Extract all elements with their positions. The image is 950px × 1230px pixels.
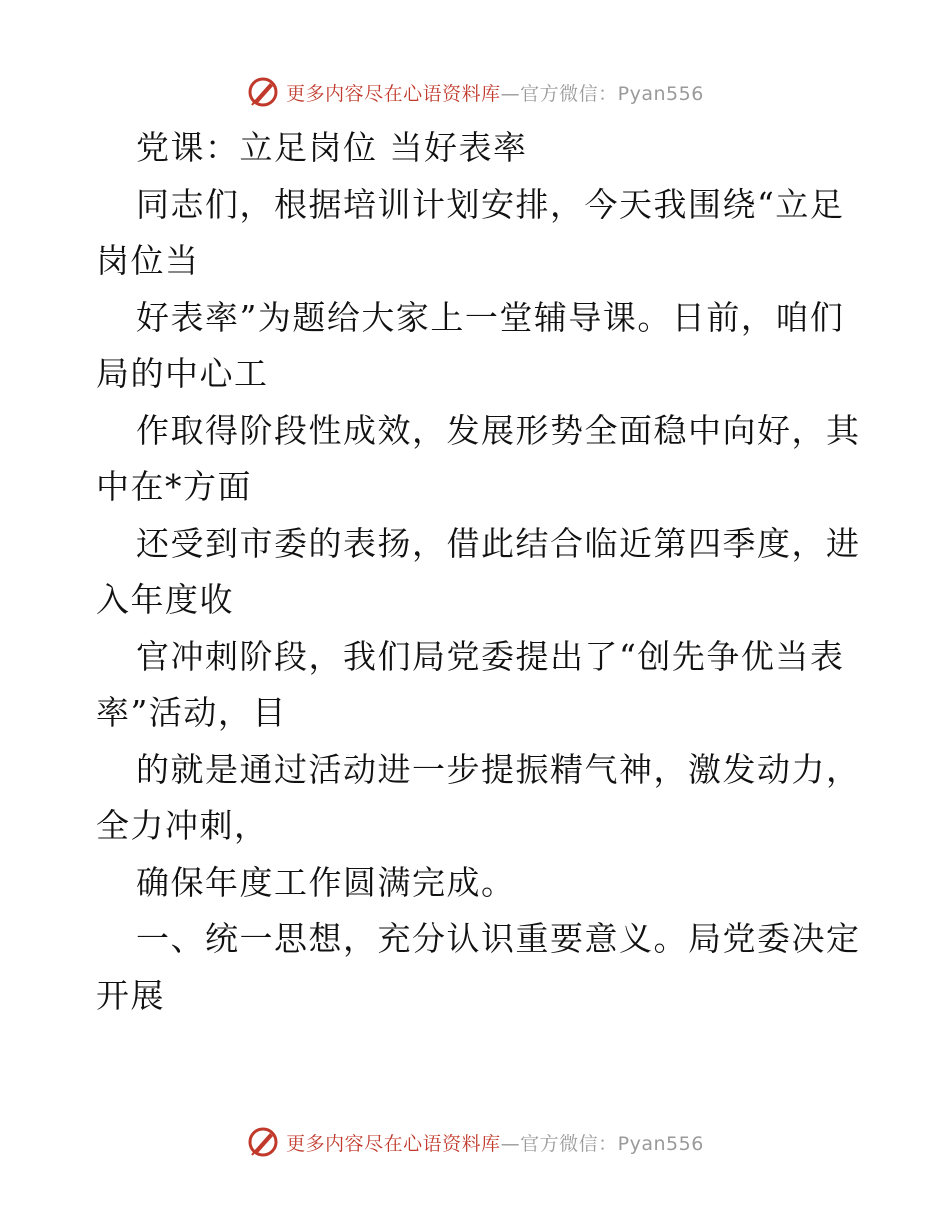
paragraph-line: 作取得阶段性成效，发展形势全面稳中向好，其 (136, 410, 861, 450)
quill-pen-logo-icon (246, 1125, 280, 1159)
paragraph-line: 岗位当 (96, 241, 200, 280)
quill-pen-logo-icon (246, 75, 280, 109)
paragraph-line: 全力冲刺， (96, 806, 269, 845)
paragraph-line: 开展 (96, 975, 165, 1015)
document-body (96, 120, 861, 1024)
footer-watermark (0, 1122, 950, 1162)
document-title: 党课：立足岗位 当好表率 (136, 128, 528, 167)
watermark-brand: 更多内容尽在心语资料库 (286, 1132, 501, 1155)
watermark-separator: — (500, 1132, 521, 1155)
paragraph-line: 同志们，根据培训计划安排，今天我围绕“立足 (136, 184, 845, 224)
watermark-contact: 官方微信：Pyan556 (520, 1132, 704, 1155)
paragraph-line: 确保年度工作圆满完成。 (136, 862, 516, 902)
header-watermark (0, 72, 950, 112)
watermark-contact: 官方微信：Pyan556 (520, 82, 704, 105)
paragraph-line: 中在*方面 (96, 467, 252, 506)
watermark-brand: 更多内容尽在心语资料库 (286, 82, 501, 105)
watermark-separator: — (500, 82, 521, 105)
section-heading-line: 一、统一思想，充分认识重要意义。局党委决定 (136, 919, 861, 958)
paragraph-line: 率”活动，目 (96, 693, 287, 732)
paragraph-line: 好表率”为题给大家上一堂辅导课。日前，咱们 (136, 297, 845, 337)
paragraph-line: 官冲刺阶段，我们局党委提出了“创先争优当表 (136, 636, 845, 676)
paragraph-line: 入年度收 (96, 580, 234, 619)
paragraph-line: 的就是通过活动进一步提振精气神，激发动力， (136, 749, 861, 789)
paragraph-line: 还受到市委的表扬，借此结合临近第四季度，进 (136, 523, 861, 563)
paragraph-line: 局的中心工 (96, 354, 269, 393)
